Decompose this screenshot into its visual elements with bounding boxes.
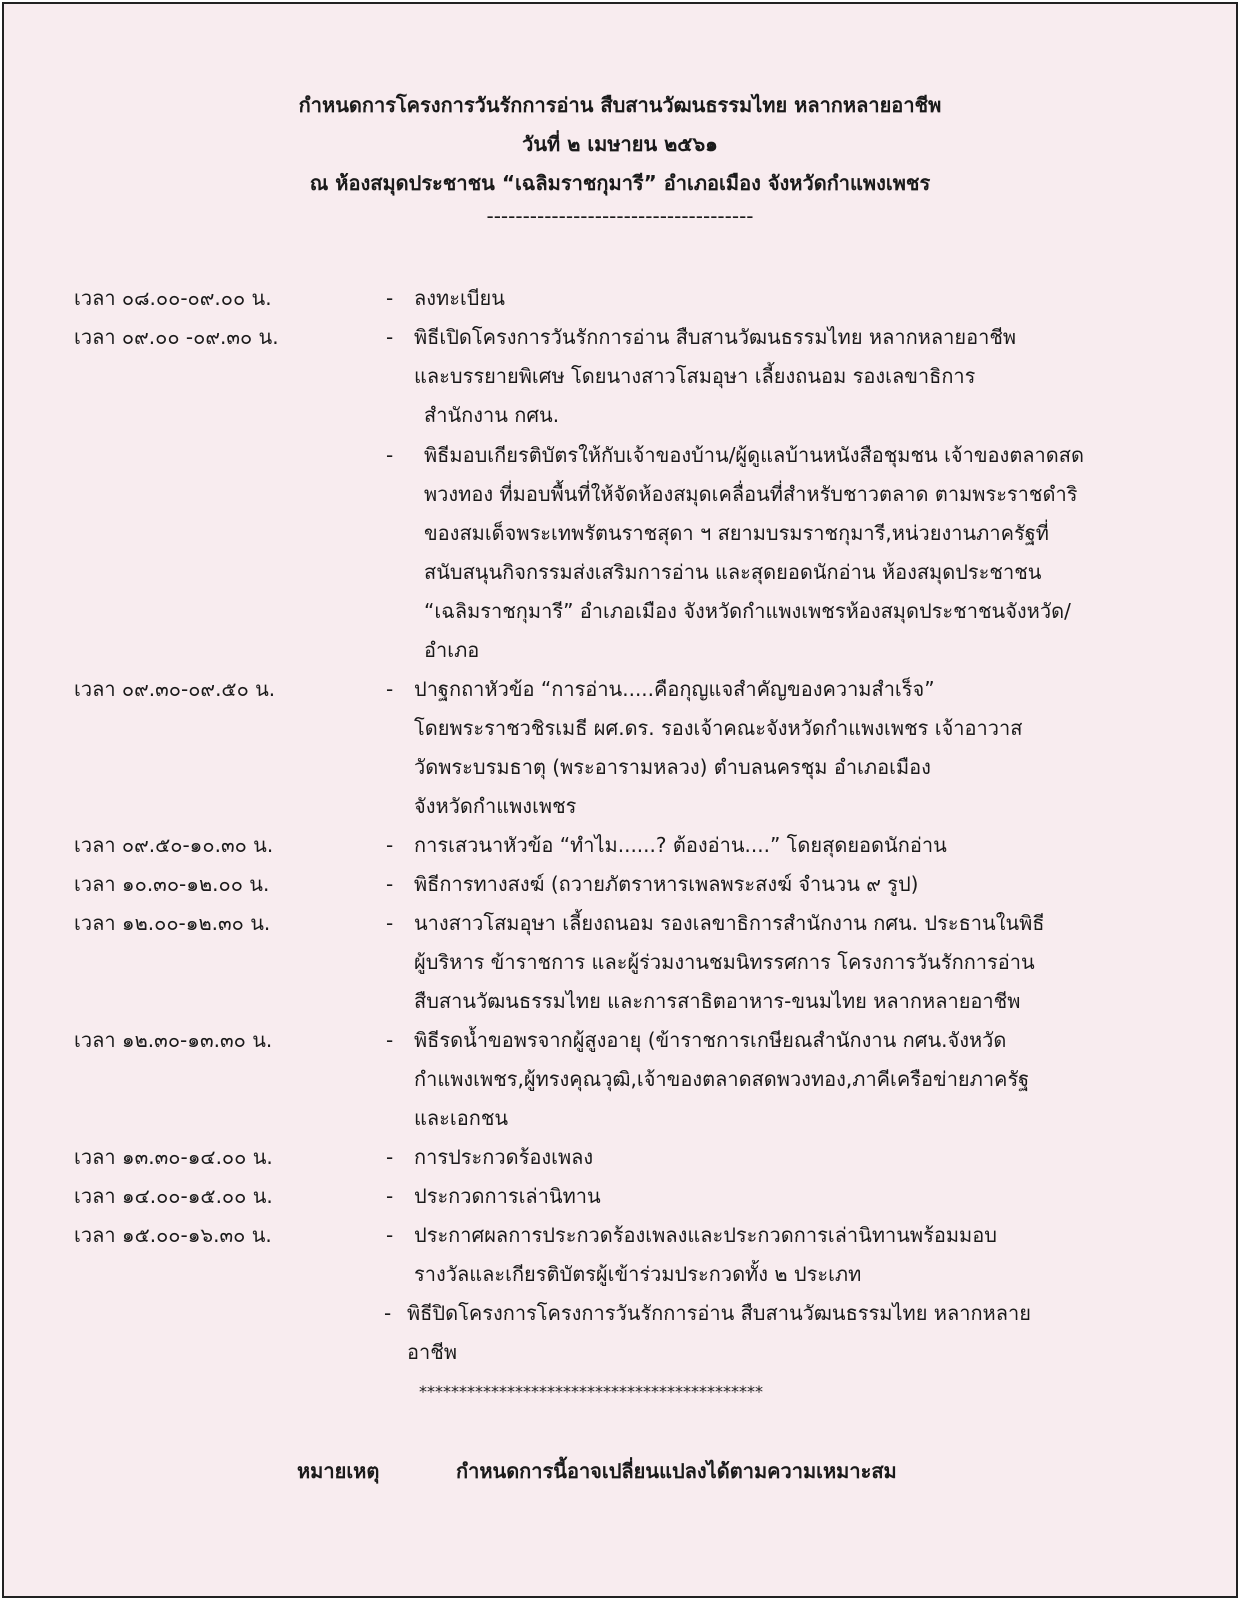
- schedule-activity-line: พิธีเปิดโครงการวันรักการอ่าน สืบสานวัฒนธรรมไทย หลากหลายอาชีพ: [414, 325, 1017, 349]
- document-header: [4, 86, 1236, 229]
- bullet-dash: -: [386, 1028, 394, 1052]
- schedule-time: เวลา ๑๒.๓๐-๑๓.๓๐ น.: [74, 1028, 273, 1052]
- bullet-dash: -: [384, 1301, 392, 1325]
- schedule-activity-line: จังหวัดกำแพงเพชร: [414, 794, 577, 818]
- document-date: วันที่ ๒ เมษายน ๒๕๖๑: [522, 132, 718, 156]
- schedule-activity-line: และบรรยายพิเศษ โดยนางสาวโสมอุษา เลี้ยงถนอม รองเลขาธิการ: [414, 364, 976, 388]
- schedule-activity-line: พิธีปิดโครงการโครงการวันรักการอ่าน สืบสานวัฒนธรรมไทย หลากหลาย: [407, 1301, 1031, 1325]
- document-venue: ณ ห้องสมุดประชาชน “เฉลิมราชกุมารี” อำเภอเมือง จังหวัดกำแพงเพชร: [309, 171, 931, 195]
- note-label: หมายเหตุ: [297, 1459, 380, 1483]
- schedule-activity-line: “เฉลิมราชกุมารี” อำเภอเมือง จังหวัดกำแพงเพชรห้องสมุดประชาชนจังหวัด/: [424, 599, 1071, 623]
- note-text: กำหนดการนี้อาจเปลี่ยนแปลงได้ตามความเหมาะสม: [456, 1459, 897, 1483]
- schedule-activity-line: ประกวดการเล่านิทาน: [414, 1184, 601, 1208]
- schedule-activity-line: พวงทอง ที่มอบพื้นที่ให้จัดห้องสมุดเคลื่อนที่สำหรับชาวตลาด ตามพระราชดำริ: [424, 482, 1078, 506]
- bullet-dash: -: [386, 1184, 394, 1208]
- end-separator: *******************************************: [419, 1382, 763, 1401]
- schedule-activity-line: การประกวดร้องเพลง: [414, 1145, 594, 1169]
- schedule-activity-line: และเอกชน: [414, 1106, 509, 1130]
- schedule-activity-line: อำเภอ: [424, 638, 480, 662]
- schedule-activity-line: วัดพระบรมธาตุ (พระอารามหลวง) ตำบลนครชุม อำเภอเมือง: [414, 755, 931, 779]
- schedule-time: เวลา ๑๔.๐๐-๑๕.๐๐ น.: [74, 1184, 273, 1208]
- schedule-time: เวลา ๐๘.๐๐-๐๙.๐๐ น.: [74, 286, 272, 310]
- schedule-activity-line: นางสาวโสมอุษา เลี้ยงถนอม รองเลขาธิการสำนักงาน กศน. ประธานในพิธี: [414, 911, 1045, 935]
- schedule-activity-line: การเสวนาหัวข้อ “ทำไม......? ต้องอ่าน....” โดยสุดยอดนักอ่าน: [414, 833, 947, 857]
- schedule-activity-line: ปาฐกถาหัวข้อ “การอ่าน.....คือกุญแจสำคัญของความสำเร็จ”: [414, 677, 935, 701]
- header-rule: -------------------------------------: [486, 204, 754, 228]
- document-title: กำหนดการโครงการวันรักการอ่าน สืบสานวัฒนธรรมไทย หลากหลายอาชีพ: [298, 93, 942, 117]
- schedule-activity-line: อาชีพ: [407, 1340, 457, 1364]
- bullet-dash: -: [386, 443, 394, 467]
- schedule-activity-line: พิธีรดน้ำขอพรจากผู้สูงอายุ (ข้าราชการเกษียณสำนักงาน กศน.จังหวัด: [414, 1028, 1007, 1052]
- schedule-time: เวลา ๑๐.๓๐-๑๒.๐๐ น.: [74, 872, 270, 896]
- schedule-time: เวลา ๐๙.๓๐-๐๙.๕๐ น.: [74, 677, 276, 701]
- bullet-dash: -: [386, 872, 394, 896]
- bullet-dash: -: [386, 325, 394, 349]
- schedule-document: [2, 2, 1238, 1598]
- bullet-dash: -: [386, 286, 394, 310]
- schedule-activity-line: สนับสนุนกิจกรรมส่งเสริมการอ่าน และสุดยอดนักอ่าน ห้องสมุดประชาชน: [424, 560, 1042, 584]
- bullet-dash: -: [386, 677, 394, 701]
- schedule-activity-line: สืบสานวัฒนธรรมไทย และการสาธิตอาหาร-ขนมไทย หลากหลายอาชีพ: [414, 989, 1021, 1013]
- schedule-activity-line: รางวัลและเกียรติบัตรผู้เข้าร่วมประกวดทั้ง ๒ ประเภท: [414, 1262, 862, 1286]
- schedule-activity-line: ของสมเด็จพระเทพรัตนราชสุดา ฯ สยามบรมราชกุมารี,หน่วยงานภาครัฐที่: [424, 521, 1049, 545]
- schedule-time: เวลา ๑๕.๐๐-๑๖.๓๐ น.: [74, 1223, 272, 1247]
- schedule-activity-line: พิธีการทางสงฆ์ (ถวายภัตราหารเพลพระสงฆ์ จำนวน ๙ รูป): [414, 872, 919, 896]
- bullet-dash: -: [386, 1223, 394, 1247]
- schedule-time: เวลา ๐๙.๕๐-๑๐.๓๐ น.: [74, 833, 274, 857]
- schedule-time: เวลา ๐๙.๐๐ -๐๙.๓๐ น.: [74, 325, 279, 349]
- bullet-dash: -: [386, 833, 394, 857]
- schedule-activity-line: โดยพระราชวชิรเมธี ผศ.ดร. รองเจ้าคณะจังหวัดกำแพงเพชร เจ้าอาวาส: [414, 716, 1023, 740]
- schedule-time: เวลา ๑๒.๐๐-๑๒.๓๐ น.: [74, 911, 271, 935]
- schedule-activity-line: ผู้บริหาร ข้าราชการ และผู้ร่วมงานชมนิทรรศการ โครงการวันรักการอ่าน: [414, 950, 1035, 974]
- schedule-activity-line: กำแพงเพชร,ผู้ทรงคุณวุฒิ,เจ้าของตลาดสดพวงทอง,ภาคีเครือข่ายภาครัฐ: [414, 1067, 1030, 1091]
- bullet-dash: -: [386, 911, 394, 935]
- schedule-activity-line: พิธีมอบเกียรติบัตรให้กับเจ้าของบ้าน/ผู้ดูแลบ้านหนังสือชุมชน เจ้าของตลาดสด: [424, 443, 1084, 467]
- bullet-dash: -: [386, 1145, 394, 1169]
- schedule-activity-line: สำนักงาน กศน.: [424, 403, 560, 427]
- schedule-activity-line: ประกาศผลการประกวดร้องเพลงและประกวดการเล่านิทานพร้อมมอบ: [414, 1223, 997, 1247]
- schedule-time: เวลา ๑๓.๓๐-๑๔.๐๐ น.: [74, 1145, 273, 1169]
- schedule-activity-line: ลงทะเบียน: [414, 286, 505, 310]
